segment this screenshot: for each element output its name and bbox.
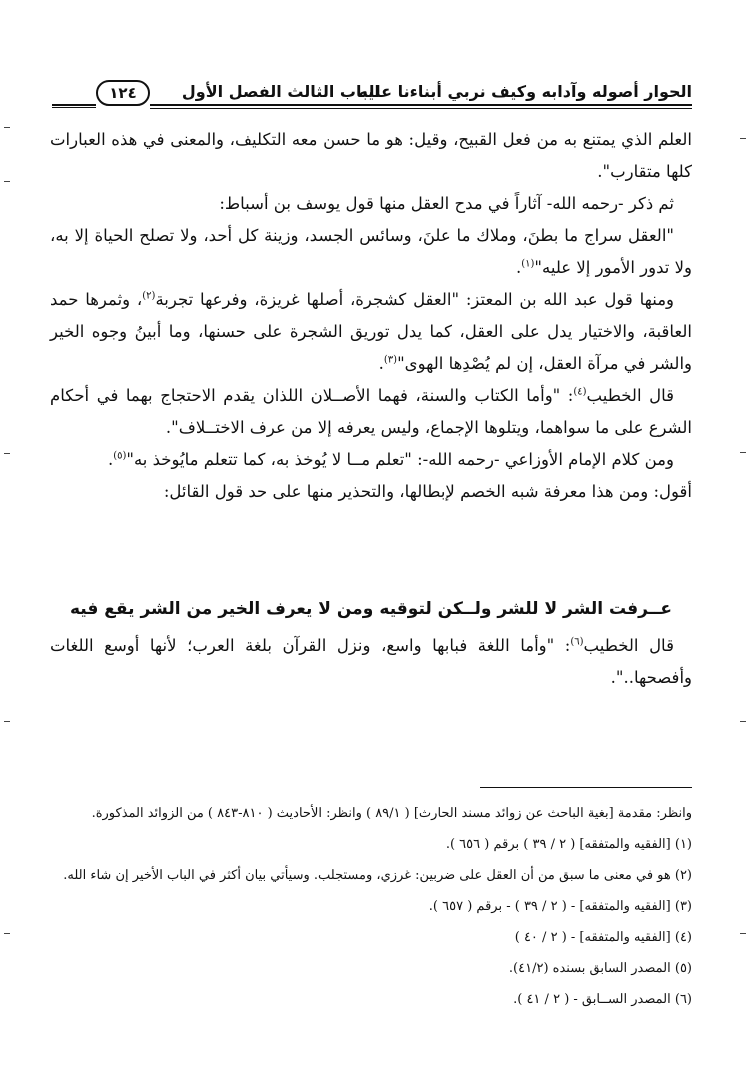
margin-mark — [740, 721, 746, 722]
footnotes — [50, 798, 692, 1015]
text-run: ومن كلام الإمام الأوزاعي -رحمه الله-: "تعلم مــا لا يُوخذ به، كما تتعلم مايُوخذ به" — [126, 450, 674, 469]
footnote-ref: (٤) — [573, 386, 587, 398]
punct: . — [378, 354, 384, 373]
footnote: (٢) هو في معنى ما سبق من أن العقل على ضربين: غرزي، ومستجلب. وسيأتي بيان أكثر في الباب الأخير إن شاء الله. — [63, 868, 692, 883]
margin-mark — [740, 138, 746, 139]
punct: . — [515, 258, 522, 277]
paragraph: العلم الذي يمتنع به من فعل القبيح، وقيل: هو ما حسن معه التكليف، والمعنى في هذه العبارات كلها متقارب". — [50, 130, 692, 181]
footnote-separator — [480, 787, 692, 788]
margin-mark — [4, 721, 10, 722]
paragraph — [50, 220, 692, 284]
book-title: الحوار أصوله وآدابه وكيف نربي أبناءنا عليه — [358, 82, 692, 101]
page-number: ١٢٤ — [109, 84, 137, 102]
margin-mark — [4, 933, 10, 934]
quote-text: "العقل سراج ما بطنَ، وملاك ما علنَ، وسائس الجسد، وزينة كل أحد، ولا تصلح الحياة إلا به، ولا تدور الأمور إلا عليه" — [50, 226, 692, 277]
footnote: (٤) [الفقيه والمتفقه] - ( ٢ / ٤٠ ) — [514, 930, 692, 945]
page-number-badge — [96, 80, 150, 106]
text-run: قال الخطيب — [583, 636, 674, 655]
paragraph — [50, 284, 692, 380]
text-run: ومنها قول عبد الله بن المعتز: "العقل كشجرة، أصلها غريزة، وفرعها تجربة — [155, 290, 674, 309]
footnote: (٥) المصدر السابق بسنده (٤١/٢). — [508, 961, 692, 976]
paragraph — [50, 444, 692, 476]
text-run: : "وأما اللغة فبابها واسع، ونزل القرآن بلغة العرب؛ لأنها أوسع اللغات وأفصحها..". — [50, 636, 692, 687]
chapter-label: الباب الثالث الفصل الأول — [181, 82, 380, 101]
margin-mark — [740, 452, 746, 453]
margin-mark — [4, 181, 10, 182]
footnote-ref: (٦) — [570, 636, 584, 648]
punct: . — [107, 450, 114, 469]
margin-mark — [740, 933, 746, 934]
footnote-ref: (٣) — [383, 354, 398, 366]
footnote: (٦) المصدر الســابق - ( ٢ / ٤١ ). — [513, 992, 692, 1007]
footnote-ref: (٥) — [113, 450, 127, 462]
paragraph: أقول: ومن هذا معرفة شبه الخصم لإبطالها، والتحذير منها على حد قول القائل: — [163, 482, 692, 501]
margin-mark — [4, 453, 10, 454]
footnote-ref: (٢) — [142, 290, 156, 302]
paragraph — [50, 380, 692, 444]
header-rule — [150, 104, 692, 106]
footnote: (١) [الفقيه والمتفقه] ( ٢ / ٣٩ ) برقم ( ٦٥٦ ). — [445, 837, 692, 852]
header-rule-left — [52, 104, 96, 108]
poetry-verse — [50, 597, 692, 627]
footnote: (٣) [الفقيه والمتفقه] - ( ٢ / ٣٩ ) - برقم ( ٦٥٧ ). — [428, 899, 692, 914]
footnote: وانظر: مقدمة [بغية الباحث عن زوائد مسند الحارث] ( ٨٩/١ ) وانظر: الأحاديث ( ٨١٠-٨٤٣ ) من الزوائد المذكورة. — [91, 806, 692, 821]
verse-second-hemistich: ومن لا يعرف الخير من الشر يقع فيه — [70, 599, 374, 619]
footnote-ref: (١) — [521, 258, 535, 270]
paragraph: ثم ذكر -رحمه الله- آثاراً في مدح العقل منها قول يوسف بن أسباط: — [219, 194, 674, 213]
margin-mark — [4, 127, 10, 128]
text-run: قال الخطيب — [586, 386, 674, 405]
header-rule-thin — [150, 108, 692, 109]
page-header — [52, 80, 692, 108]
main-text-continued — [50, 630, 692, 694]
paragraph — [50, 630, 692, 694]
verse-first-hemistich: عــرفت الشر لا للشر ولــكن لتوقيه — [379, 599, 672, 619]
main-text — [50, 124, 692, 508]
text-run: : "وأما الكتاب والسنة، فهما الأصــلان اللذان يقدم الاحتجاج بهما في أحكام الشرع على ما سواهما، ويتلوها الإجماع، وليس يعرفه إلا من عرف الاختــلاف". — [50, 386, 692, 437]
text-run: ، وثمرها حمد العاقبة، والاختيار يدل على العقل، كما يدل توريق الشجرة على حسنها، وما أبينُ وجوه الخير والشر في مرآة العقل، إن لم يُصْدِها الهوى" — [50, 290, 692, 373]
